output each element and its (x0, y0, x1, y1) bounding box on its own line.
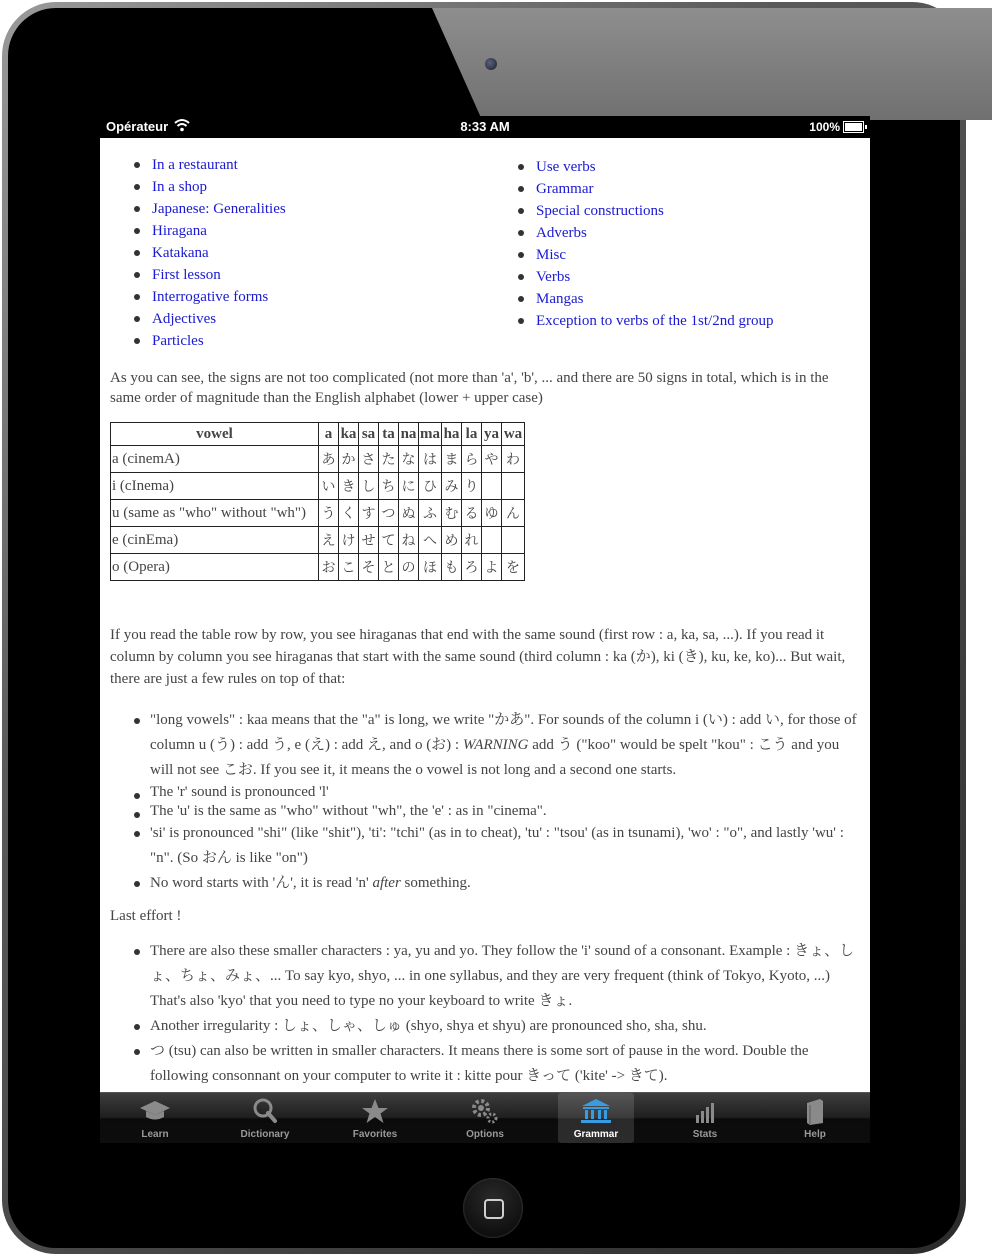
link-grammar[interactable]: Grammar (536, 181, 594, 197)
tab-label: Favorites (352, 1129, 398, 1140)
link-in-a-restaurant[interactable]: In a restaurant (152, 157, 238, 173)
battery-icon (843, 121, 864, 133)
link-particles[interactable]: Particles (152, 333, 204, 349)
column-header: sa (359, 423, 379, 446)
kana-cell: ま (442, 446, 462, 473)
intro-paragraph: As you can see, the signs are not too complicated (not more than 'a', 'b', ... and there are 50 signs in total, which is in the same order of magnitude than the English alphabet (lower + upper case) (110, 370, 829, 406)
list-item (150, 708, 862, 783)
kana-cell: え (319, 527, 339, 554)
link-misc[interactable]: Misc (536, 247, 566, 263)
list-item (152, 242, 286, 264)
kana-cell: う (319, 500, 339, 527)
kana-cell: ふ (419, 500, 442, 527)
column-header: ma (419, 423, 442, 446)
kana-cell: さ (359, 446, 379, 473)
list-item: There are also these smaller characters : ya, yu and yo. They follow the 'i' sound of a consonant. Example : きょ、しょ、ちょ、みょ、... To say kyo, shyo, ... in one syllabus, and they are very frequent (think of Tokyo, Kyoto, ...) That's also 'kyo' that you need to type no your keyboard to write きょ. (150, 939, 862, 1014)
tab-label: Grammar (573, 1129, 619, 1140)
list-item (152, 264, 286, 286)
grammar-content[interactable] (100, 138, 870, 1092)
table-row (111, 473, 525, 500)
screen (100, 116, 870, 1142)
kana-cell: め (442, 527, 462, 554)
tab-label: Options (466, 1129, 504, 1140)
kana-cell: き (339, 473, 359, 500)
link-adverbs[interactable]: Adverbs (536, 225, 587, 241)
kana-cell: て (379, 527, 399, 554)
kana-cell: ね (399, 527, 419, 554)
kana-cell: け (339, 527, 359, 554)
tab-favorites[interactable] (320, 1093, 430, 1143)
list-item (152, 220, 286, 242)
list-item (536, 222, 773, 244)
kana-cell: ん (502, 500, 525, 527)
home-square-icon (484, 1199, 504, 1219)
list-item: The 'u' is the same as "who" without "wh", the 'e' : as in "cinema". (150, 802, 862, 821)
warning-emphasis: WARNING (462, 737, 529, 753)
bezel-glare (432, 8, 992, 120)
list-item (152, 286, 286, 308)
kana-cell: せ (359, 527, 379, 554)
table-row (111, 527, 525, 554)
list-item (152, 198, 286, 220)
list-item: つ (tsu) can also be written in smaller characters. It means there is some sort of pause in the word. Double the following consonnant on your computer to write it : kitte pour きって ('kite' -> きて). (150, 1039, 862, 1089)
list-item (536, 178, 773, 200)
home-button[interactable] (463, 1178, 523, 1238)
kana-cell (502, 527, 525, 554)
hiragana-table (110, 422, 525, 581)
kana-cell: は (419, 446, 442, 473)
column-header: a (319, 423, 339, 446)
kana-cell: り (462, 473, 482, 500)
topic-links (100, 138, 870, 360)
rule-text: add う ("koo" would be spelt "kou" : こう and you will not see こお. If you see it, it means the o vowel is not long and a second one starts. (150, 737, 840, 778)
front-camera (485, 58, 497, 70)
kana-cell: れ (462, 527, 482, 554)
tab-dictionary[interactable] (210, 1093, 320, 1143)
tab-label: Dictionary (240, 1129, 290, 1140)
kana-cell: ち (379, 473, 399, 500)
kana-cell: か (339, 446, 359, 473)
vowel-cell: e (cinEma) (111, 527, 319, 554)
kana-cell: こ (339, 554, 359, 581)
link-exception-verbs[interactable]: Exception to verbs of the 1st/2nd group (536, 313, 774, 329)
vowel-cell: i (cInema) (111, 473, 319, 500)
tab-options[interactable] (430, 1093, 540, 1143)
column-header: na (399, 423, 419, 446)
rules-list (150, 708, 862, 896)
list-item: Another irregularity : しょ、しゃ、しゅ (shyo, shya et shyu) are pronounced sho, sha, shu. (150, 1014, 862, 1039)
kana-cell: す (359, 500, 379, 527)
tab-bar (100, 1092, 870, 1143)
vowel-cell: o (Opera) (111, 554, 319, 581)
kana-cell: ぬ (399, 500, 419, 527)
topic-links-left (152, 154, 286, 352)
tab-label: Help (804, 1129, 826, 1140)
kana-cell: お (319, 554, 339, 581)
link-in-a-shop[interactable]: In a shop (152, 179, 207, 195)
column-header: la (462, 423, 482, 446)
kana-cell: そ (359, 554, 379, 581)
kana-cell: い (319, 473, 339, 500)
link-use-verbs[interactable]: Use verbs (536, 159, 596, 175)
column-header: wa (502, 423, 525, 446)
battery-percent: 100% (809, 120, 840, 134)
carrier-label: Opérateur (106, 119, 169, 134)
explain-paragraph: If you read the table row by row, you see hiraganas that end with the same sound (first row : a, ka, sa, ...). If you read it column by column you see hiraganas that start with the same sound (third column : ka (か), ki (き), ku, ke, ko)... But wait, there are just a few rules on top of that: (110, 627, 846, 687)
gears-icon (430, 1097, 540, 1125)
kana-cell: ら (462, 446, 482, 473)
kana-cell: あ (319, 446, 339, 473)
rule-text: No word starts with 'ん', it is read 'n' (150, 875, 373, 891)
kana-cell (482, 527, 502, 554)
list-item (152, 176, 286, 198)
magnifier-icon (210, 1097, 320, 1125)
link-japanese-generalities[interactable]: Japanese: Generalities (152, 201, 286, 217)
link-katakana[interactable]: Katakana (152, 245, 209, 261)
tab-label: Stats (692, 1129, 718, 1140)
table-row (111, 554, 525, 581)
column-header: ta (379, 423, 399, 446)
table-header-row (111, 423, 525, 446)
topic-links-right (536, 156, 773, 332)
kana-cell: な (399, 446, 419, 473)
tab-grammar[interactable] (558, 1093, 634, 1143)
kana-cell: み (442, 473, 462, 500)
link-adjectives[interactable]: Adjectives (152, 311, 217, 327)
bar-chart-icon (650, 1097, 760, 1125)
list-item (536, 156, 773, 178)
list-item (536, 310, 773, 332)
table-row (111, 446, 525, 473)
list-item (536, 200, 773, 222)
kana-cell: ひ (419, 473, 442, 500)
kana-cell: る (462, 500, 482, 527)
star-icon (320, 1097, 430, 1125)
list-item (152, 330, 286, 352)
vowel-cell: u (same as "who" without "wh") (111, 500, 319, 527)
kana-cell: む (442, 500, 462, 527)
kana-cell: し (359, 473, 379, 500)
link-hiragana[interactable]: Hiragana (152, 223, 207, 239)
clock: 8:33 AM (460, 119, 510, 134)
column-header: ha (442, 423, 462, 446)
kana-cell: へ (419, 527, 442, 554)
kana-cell: に (399, 473, 419, 500)
tab-label: Learn (141, 1129, 169, 1140)
list-item (152, 308, 286, 330)
book-icon (760, 1097, 870, 1125)
list-item (152, 154, 286, 176)
list-item (150, 871, 862, 896)
column-header: ya (482, 423, 502, 446)
kana-cell: つ (379, 500, 399, 527)
list-item: The 'r' sound is pronounced 'l' (150, 783, 862, 802)
graduation-cap-icon (100, 1097, 210, 1125)
link-interrogative-forms[interactable]: Interrogative forms (152, 289, 269, 305)
kana-cell: の (399, 554, 419, 581)
link-verbs[interactable]: Verbs (536, 269, 571, 285)
rule-text: something. (400, 875, 471, 891)
link-special-constructions[interactable]: Special constructions (536, 203, 664, 219)
table-row (111, 500, 525, 527)
kana-cell: ろ (462, 554, 482, 581)
link-first-lesson[interactable]: First lesson (152, 267, 221, 283)
rule-text: "long vowels" : kaa means that the "a" is long, we write "かあ". For sounds of the column i (い) : add い, for those of column u (う) : add う, e (え) : add え, and o (お) : (150, 712, 857, 753)
tab-stats[interactable] (650, 1093, 760, 1143)
vowel-cell: a (cinemA) (111, 446, 319, 473)
list-item (536, 266, 773, 288)
kana-cell: く (339, 500, 359, 527)
column-header: vowel (111, 423, 319, 446)
status-bar (100, 116, 870, 138)
kana-cell: ほ (419, 554, 442, 581)
kana-cell (482, 473, 502, 500)
last-effort-heading: Last effort ! (110, 908, 182, 924)
list-item (536, 244, 773, 266)
kana-cell: と (379, 554, 399, 581)
kana-cell (502, 473, 525, 500)
list-item (536, 288, 773, 310)
small-characters-list (150, 939, 862, 1089)
column-header: ka (339, 423, 359, 446)
kana-cell: や (482, 446, 502, 473)
link-mangas[interactable]: Mangas (536, 291, 584, 307)
kana-cell: も (442, 554, 462, 581)
kana-cell: わ (502, 446, 525, 473)
tab-learn[interactable] (100, 1093, 210, 1143)
tab-help[interactable] (760, 1093, 870, 1143)
after-emphasis: after (372, 875, 401, 891)
kana-cell: を (502, 554, 525, 581)
kana-cell: た (379, 446, 399, 473)
kana-cell: ゆ (482, 500, 502, 527)
building-icon (558, 1097, 634, 1125)
kana-cell: よ (482, 554, 502, 581)
list-item: 'si' is pronounced "shi" (like "shit"), 'ti': "tchi" (as in to cheat), 'tu' : "tsou' (as in tsunami), 'wo' : "o", and lastly 'wu' : "n". (So おん is like "on") (150, 821, 862, 871)
